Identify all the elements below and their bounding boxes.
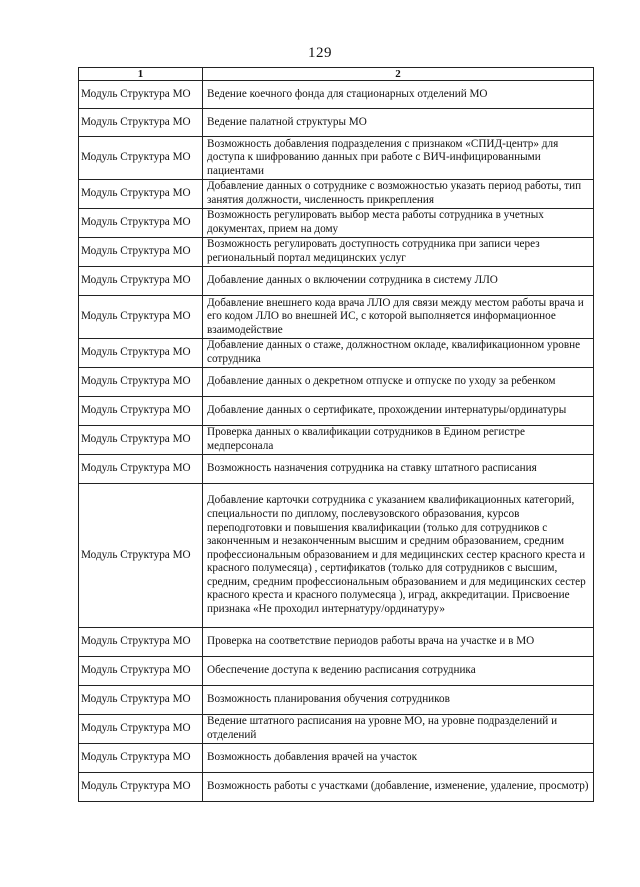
module-cell: Модуль Структура МО: [79, 657, 203, 686]
feature-cell: Возможность планирования обучения сотрудников: [203, 686, 594, 715]
module-cell: Модуль Структура МО: [79, 339, 203, 368]
module-cell: Модуль Структура МО: [79, 137, 203, 180]
table-row: [79, 137, 594, 180]
page-number: 129: [308, 45, 332, 61]
module-cell: Модуль Структура МО: [79, 455, 203, 484]
feature-cell: Обеспечение доступа к ведению расписания сотрудника: [203, 657, 594, 686]
table-row: [79, 744, 594, 773]
feature-cell: Проверка на соответствие периодов работы врача на участке и в МО: [203, 628, 594, 657]
feature-cell: Возможность добавления подразделения с признаком «СПИД-центр» для доступа к шифрованию данных при работе с ВИЧ-инфицированными пациентами: [203, 137, 594, 180]
table-row: [79, 657, 594, 686]
module-cell: Модуль Структура МО: [79, 397, 203, 426]
module-cell: Модуль Структура МО: [79, 109, 203, 137]
table-row: [79, 238, 594, 267]
table-row: [79, 628, 594, 657]
feature-cell: Проверка данных о квалификации сотрудников в Едином регистре медперсонала: [203, 426, 594, 455]
feature-cell: Возможность добавления врачей на участок: [203, 744, 594, 773]
table-row: [79, 715, 594, 744]
module-cell: Модуль Структура МО: [79, 368, 203, 397]
feature-cell: Ведение коечного фонда для стационарных отделений МО: [203, 81, 594, 109]
table-header-row: [79, 68, 594, 81]
table-row: [79, 368, 594, 397]
module-cell: Модуль Структура МО: [79, 238, 203, 267]
feature-cell: Добавление данных о сертификате, прохождении интернатуры/ординатуры: [203, 397, 594, 426]
table-row: [79, 296, 594, 339]
module-cell: Модуль Структура МО: [79, 484, 203, 628]
table-row: [79, 397, 594, 426]
table-row: [79, 180, 594, 209]
table-row: [79, 81, 594, 109]
table-row: [79, 455, 594, 484]
module-cell: Модуль Структура МО: [79, 773, 203, 802]
feature-cell: Возможность регулировать доступность сотрудника при записи через региональный портал медицинских услуг: [203, 238, 594, 267]
module-cell: Модуль Структура МО: [79, 296, 203, 339]
column-header-1: 1: [79, 68, 203, 81]
table-row: [79, 686, 594, 715]
feature-cell: Возможность работы с участками (добавление, изменение, удаление, просмотр): [203, 773, 594, 802]
module-cell: Модуль Структура МО: [79, 267, 203, 296]
column-header-2: 2: [203, 68, 594, 81]
module-cell: Модуль Структура МО: [79, 686, 203, 715]
module-cell: Модуль Структура МО: [79, 180, 203, 209]
feature-cell: Возможность регулировать выбор места работы сотрудника в учетных документах, прием на дому: [203, 209, 594, 238]
table-row: [79, 339, 594, 368]
table-row: [79, 267, 594, 296]
module-cell: Модуль Структура МО: [79, 628, 203, 657]
table-row: [79, 209, 594, 238]
feature-cell: Добавление внешнего кода врача ЛЛО для связи между местом работы врача и его кодом ЛЛО во внешней ИС, с которой выполняется информационное взаимодействие: [203, 296, 594, 339]
table-row: [79, 109, 594, 137]
module-cell: Модуль Структура МО: [79, 744, 203, 773]
feature-cell: Ведение штатного расписания на уровне МО, на уровне подразделений и отделений: [203, 715, 594, 744]
module-cell: Модуль Структура МО: [79, 426, 203, 455]
feature-cell: Добавление данных о сотруднике с возможностью указать период работы, тип занятия должности, численность прикрепления: [203, 180, 594, 209]
module-cell: Модуль Структура МО: [79, 81, 203, 109]
feature-cell: Добавление карточки сотрудника с указанием квалификационных категорий, специальности по диплому, послевузовского образования, курсов переподготовки и повышения квалификации (только для сотрудников с законченным и незаконченным высшим и средним образованием, средним профессиональным образованием и для медицинских сестер красного креста и красного полумесяца) , сертификатов (только для сотрудников с высшим, средним, средним профессиональным образованием и для медицинских сестер красного креста и красного полумесяца ), иград, аккредитации. Присвоение признака «Не проходил интернатуру/ординатуру»: [203, 484, 594, 628]
module-cell: Модуль Структура МО: [79, 209, 203, 238]
requirements-table: [78, 67, 594, 802]
module-cell: Модуль Структура МО: [79, 715, 203, 744]
feature-cell: Возможность назначения сотрудника на ставку штатного расписания: [203, 455, 594, 484]
feature-cell: Добавление данных о стаже, должностном окладе, квалификационном уровне сотрудника: [203, 339, 594, 368]
table-row: [79, 484, 594, 628]
table-row: [79, 426, 594, 455]
feature-cell: Добавление данных о включении сотрудника в систему ЛЛО: [203, 267, 594, 296]
feature-cell: Ведение палатной структуры МО: [203, 109, 594, 137]
table-row: [79, 773, 594, 802]
feature-cell: Добавление данных о декретном отпуске и отпуске по уходу за ребенком: [203, 368, 594, 397]
